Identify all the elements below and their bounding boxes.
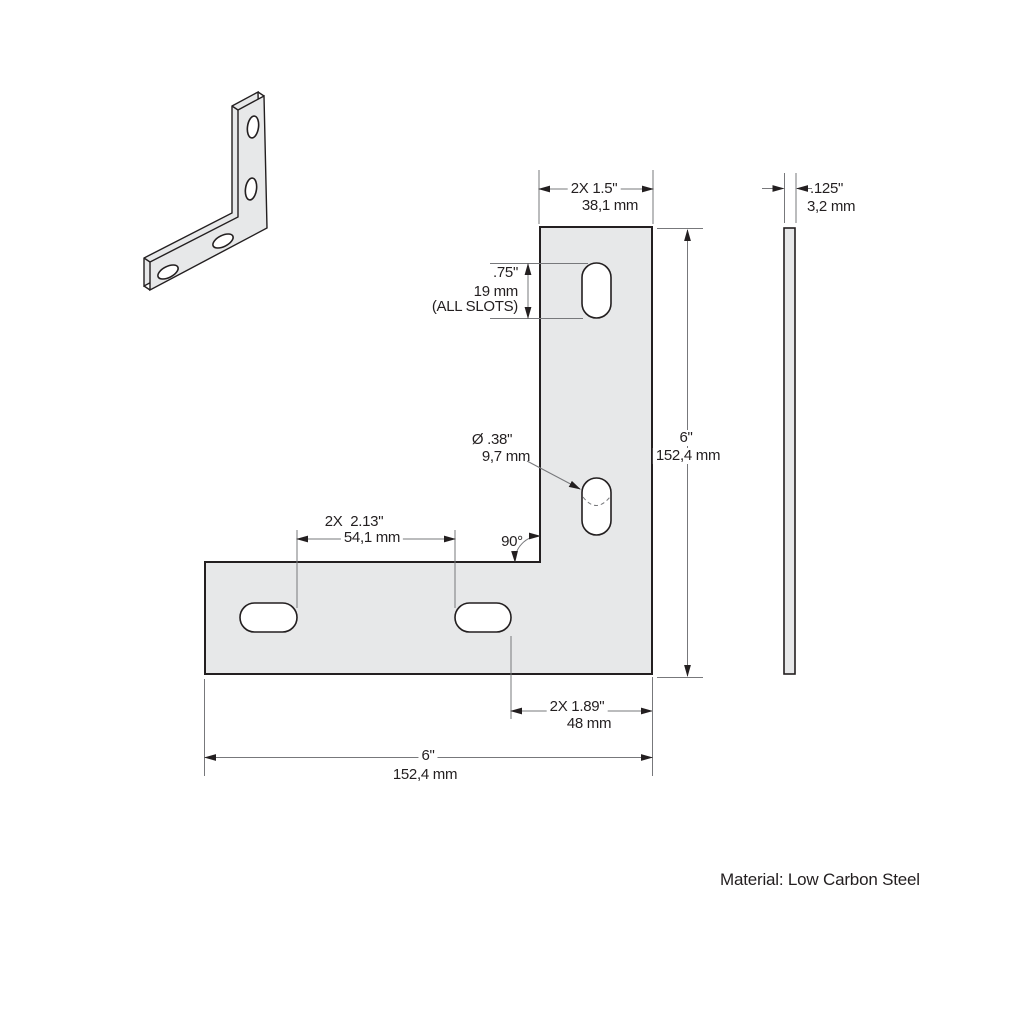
label-top-width-in: 2X 1.5" <box>568 181 621 197</box>
label-width-in: 6" <box>418 748 437 764</box>
label-slot-length-in: .75" <box>493 264 518 281</box>
material-note: Material: Low Carbon Steel <box>720 870 920 889</box>
label-thickness-in: .125" <box>810 180 844 197</box>
label-slot-length-note: (ALL SLOTS) <box>431 298 518 315</box>
front-view <box>205 227 652 674</box>
isometric-edge <box>258 92 264 96</box>
slot-right-horizontal <box>455 603 511 632</box>
label-top-width-mm: 38,1 mm <box>581 197 639 214</box>
isometric-view <box>144 92 267 290</box>
label-slot-spacing-in: 2X 2.13" <box>324 513 384 530</box>
dim-thickness <box>762 173 812 223</box>
label-slot-dia-mm: 9,7 mm <box>481 448 531 465</box>
label-height-mm: 152,4 mm <box>653 448 723 464</box>
label-slot-offset-mm: 48 mm <box>566 715 612 732</box>
side-view <box>784 228 795 674</box>
label-slot-length-mm: 19 mm <box>473 283 518 300</box>
label-height-in: 6" <box>676 430 695 446</box>
label-width-mm: 152,4 mm <box>392 766 458 783</box>
label-slot-spacing-mm: 54,1 mm <box>341 530 403 546</box>
label-thickness-mm: 3,2 mm <box>807 198 856 215</box>
label-slot-offset-in: 2X 1.89" <box>547 699 608 715</box>
slot-left-horizontal <box>240 603 297 632</box>
isometric-edge <box>144 286 150 290</box>
slot-lower-vertical <box>582 478 611 535</box>
side-view-outline <box>784 228 795 674</box>
label-angle: 90° <box>501 533 523 550</box>
label-slot-dia-in: Ø .38" <box>471 431 513 448</box>
slot-top-vertical <box>582 263 611 318</box>
